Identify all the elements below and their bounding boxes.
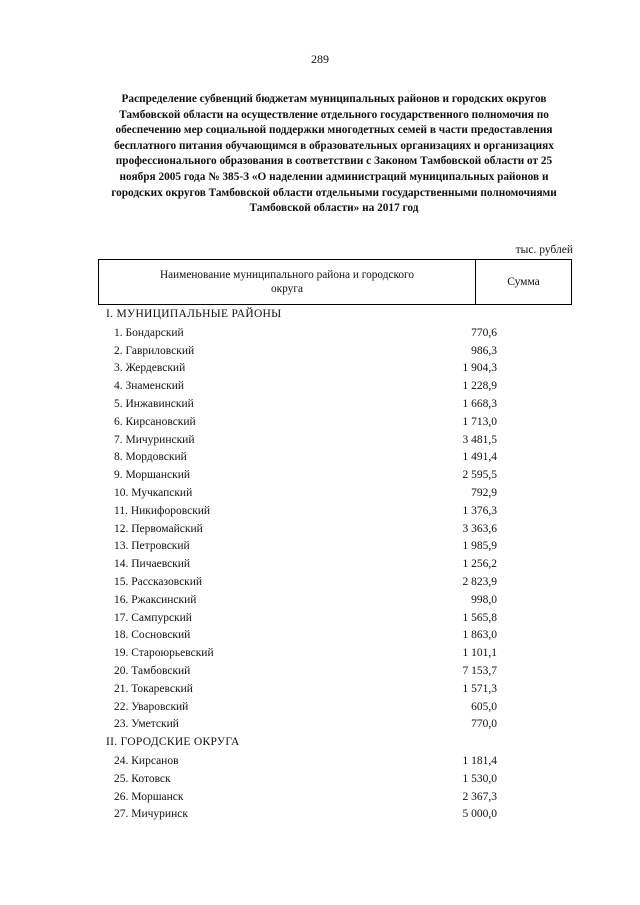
row-name: 4. Знаменский xyxy=(114,380,185,393)
table-row xyxy=(0,626,640,644)
header-sum-cell xyxy=(476,260,571,304)
row-name: 13. Петровский xyxy=(114,540,190,553)
row-name: 26. Моршанск xyxy=(114,790,184,803)
row-name: 10. Мучкапский xyxy=(114,487,193,499)
row-name: 6. Кирсановский xyxy=(114,415,196,428)
row-name: 5. Инжавинский xyxy=(114,398,194,410)
row-value: 1 256,2 xyxy=(462,558,497,571)
table-row xyxy=(0,609,640,627)
row-name: 7. Мичуринский xyxy=(114,433,195,446)
row-value: 1 491,4 xyxy=(462,451,497,464)
row-name: 1. Бондарский xyxy=(114,326,184,339)
table-row xyxy=(0,680,640,698)
row-value: 2 823,9 xyxy=(462,576,497,588)
row-name: 21. Токаревский xyxy=(114,682,193,695)
row-value: 1 530,0 xyxy=(462,772,497,785)
table-row xyxy=(0,342,640,360)
table-row xyxy=(0,431,640,449)
table-header xyxy=(98,259,572,305)
row-name: 16. Ржаксинский xyxy=(114,593,197,606)
units-label: тыс. рублей xyxy=(515,244,573,256)
row-value: 770,6 xyxy=(471,326,497,339)
table-row xyxy=(0,555,640,573)
table-row xyxy=(0,698,640,716)
row-name: 20. Тамбовский xyxy=(114,665,191,677)
row-value: 1 713,0 xyxy=(462,415,497,428)
row-name: 8. Мордовский xyxy=(114,451,187,464)
table-row xyxy=(0,466,640,484)
table-row xyxy=(0,502,640,520)
row-name: 23. Уметский xyxy=(114,718,179,731)
row-name: 2. Гавриловский xyxy=(114,344,195,357)
row-value: 998,0 xyxy=(471,593,497,606)
table-row xyxy=(0,770,640,788)
row-value: 2 595,5 xyxy=(462,469,497,482)
table-row xyxy=(0,591,640,609)
header-sum-label: Сумма xyxy=(507,276,540,288)
row-value: 1 376,3 xyxy=(462,504,497,517)
table-row xyxy=(0,644,640,662)
table-row xyxy=(0,537,640,555)
row-name: 22. Уваровский xyxy=(114,700,189,713)
row-value: 7 153,7 xyxy=(462,665,497,677)
row-name: 24. Кирсанов xyxy=(114,755,179,767)
table-row xyxy=(0,520,640,538)
table-row xyxy=(0,715,640,733)
row-value: 5 000,0 xyxy=(462,808,497,821)
page-number: 289 xyxy=(311,52,329,66)
table-row xyxy=(0,484,640,502)
table-row xyxy=(0,377,640,395)
row-name: 12. Первомайский xyxy=(114,522,203,535)
row-value: 986,3 xyxy=(471,344,497,357)
table-row xyxy=(0,573,640,591)
row-value: 792,9 xyxy=(471,487,497,499)
row-value: 605,0 xyxy=(471,700,497,713)
row-value: 770,0 xyxy=(471,718,497,731)
row-value: 3 363,6 xyxy=(462,522,497,535)
row-value: 1 565,8 xyxy=(462,611,497,624)
section-title: I. МУНИЦИПАЛЬНЫЕ РАЙОНЫ xyxy=(106,308,282,320)
row-value: 3 481,5 xyxy=(462,433,497,446)
row-name: 14. Пичаевский xyxy=(114,558,191,571)
table-row xyxy=(0,788,640,806)
row-name: 3. Жердевский xyxy=(114,362,186,375)
table-row xyxy=(0,752,640,770)
table-row xyxy=(0,359,640,377)
row-name: 25. Котовск xyxy=(114,772,171,785)
row-value: 1 668,3 xyxy=(462,398,497,410)
table-row xyxy=(0,395,640,413)
row-value: 1 904,3 xyxy=(462,362,497,375)
row-value: 1 101,1 xyxy=(462,647,497,660)
row-name: 17. Сампурский xyxy=(114,611,192,624)
row-name: 27. Мичуринск xyxy=(114,808,188,821)
row-name: 19. Староюрьевский xyxy=(114,647,214,660)
row-name: 15. Рассказовский xyxy=(114,576,203,588)
table-row xyxy=(0,448,640,466)
row-name: 18. Сосновский xyxy=(114,629,191,642)
header-name-cell xyxy=(99,260,476,304)
section-heading xyxy=(0,305,640,323)
table-row xyxy=(0,324,640,342)
table-row xyxy=(0,662,640,680)
document-title: Распределение субвенций бюджетам муниципальных районов и городских округов Тамбовской области на осуществление отдельного государственного полномочия по обеспечению мер социальной поддержки многодетных семей в части предоставления бесплатного питания обучающимся в образовательных организациях и организациях профессионального образования в соответствии с Законом Тамбовской области от 25 ноября 2005 года № 385-З «О наделении администраций муниципальных районов и городских округов Тамбовской области отдельными государственными полномочиями Тамбовской области» на 2017 год xyxy=(111,93,557,215)
row-name: 11. Никифоровский xyxy=(114,504,211,517)
section-heading xyxy=(0,733,640,751)
row-value: 1 985,9 xyxy=(462,540,497,553)
table-row xyxy=(0,805,640,823)
row-value: 1 571,3 xyxy=(462,682,497,695)
row-value: 1 863,0 xyxy=(462,629,497,642)
row-value: 2 367,3 xyxy=(462,790,497,803)
table-row xyxy=(0,413,640,431)
row-value: 1 228,9 xyxy=(462,380,497,393)
row-name: 9. Моршанский xyxy=(114,469,191,482)
header-name-label: Наименование муниципального района и городского округа xyxy=(159,269,415,295)
row-value: 1 181,4 xyxy=(462,755,497,767)
section-title: II. ГОРОДСКИЕ ОКРУГА xyxy=(106,736,240,749)
